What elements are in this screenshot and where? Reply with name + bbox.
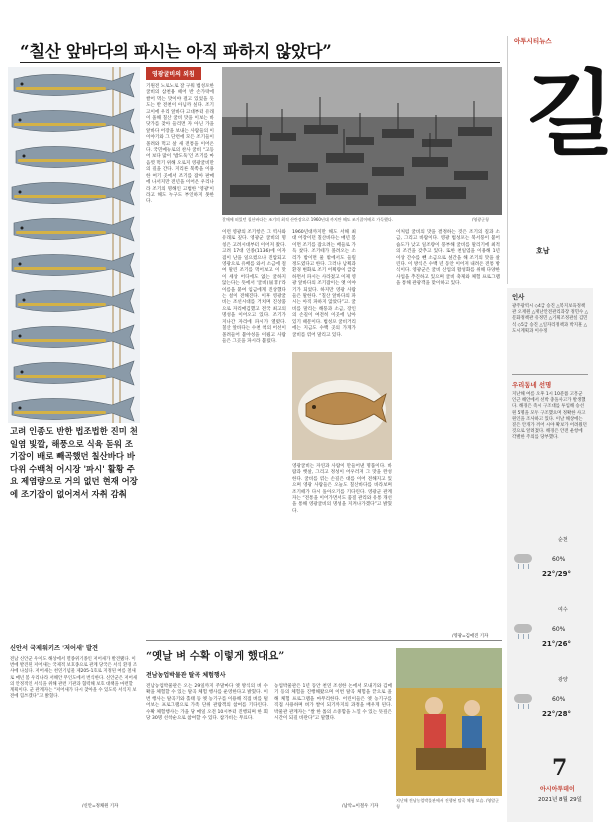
- article-col-3: 1960년대까지만 해도 서해 최대 어장이던 칠산바다는 매년 봄이면 조기를 잡으려는 배들로 가득 찼다. 조기떼가 몰려오는 소리가 밤이면 물 밖에서도 들릴 정도였다고 한다. 그러나 남획과 환경 변화로 조기 어획량이 급감하면서 파시는 사라졌고 이제 영광 앞바다의 조기잡이는 옛 이야기가 되었다. 하지만 영광 사람들은 말한다. “칠산 앞바다의 파시는 아직 파하지 않았다”고. 굴비를 말리는 해풍과 소금, 장인의 손길이 여전히 이곳에 남아 있기 때문이다. 법성포 굴비거리에는 지금도 수백 곳의 가게가 굴비를 엮어 말리고 있다.: [292, 230, 356, 338]
- forecast-temp: 22°/28°: [542, 710, 572, 718]
- issue-date: 2021년 8월 29일: [538, 797, 582, 803]
- fish-photo: [8, 67, 140, 423]
- sidebar-weather-title: 우리동네 선명: [512, 381, 552, 389]
- harbor-boats-illustration: [222, 67, 502, 215]
- farm-photo: [396, 648, 502, 796]
- feature-col-1: 전남농업박물관은 오는 29일까지 주말마다 옛 방식의 벼 수확을 체험할 수 있는 탈곡 체험 행사를 운영한다고 밝혔다. 이번 행사는 탈곡기와 홀태 등 옛 농기구를 이용해 직접 벼를 털어보는 프로그램으로 가족 단위 관람객의 참여를 기다린다. 수확 체험행사는 가을 당 매일 오전 10시부터 진행되며 한 회당 30명 선착순으로 참여할 수 있다. 참가비는 무료다.: [146, 684, 268, 722]
- masthead-section-mark: 길: [526, 60, 615, 168]
- article-col-4: 이처럼 굴비의 맛을 결정하는 것은 조기의 질과 소금, 그리고 바람이다. 영광 법성포는 북서풍이 불어 습도가 낮고 일조량이 풍부해 굴비를 말리기에 최적의 조건을 갖추고 있다. 또한 천일염을 이용해 1년 이상 간수를 뺀 소금으로 섶간을 해 조기의 맛을 살린다. 이 방식은 수백 년 동안 이어져 내려온 전통 방식이다. 영광군은 굴비 산업의 활성화를 위해 다양한 사업을 추진하고 있으며 굴비 축제와 체험 프로그램을 통해 관광객을 맞이하고 있다.: [396, 230, 500, 287]
- article-col-5: 영광굴비는 자연과 사람이 만들어낸 명품이다. 바람과 햇살, 그리고 정성이 어우러져 그 맛을 완성한다. 굴비를 엮는 손길은 대를 이어 전해지고 있으며 영광 사람들은 오늘도 칠산바다를 바라보며 조기떼가 다시 돌아오기를 기다린다. 영광군 관계자는 “전통을 이어가면서도 품질 관리와 유통 개선을 통해 영광굴비의 명성을 지켜나가겠다”고 밝혔다.: [292, 464, 392, 514]
- forecast-gwangyang: [512, 676, 582, 736]
- feature-col-2: 농업박물관은 1년 동안 천연 조성한 논에서 모내기와 김매기 등의 체험을 진행해왔으며 이번 탈곡 체험을 끝으로 올해 체험 프로그램을 마무리한다. 어린이들은 옛 농기구를 직접 사용하며 벼가 쌀이 되기까지의 과정을 배우게 된다. 박물관 관계자는 “쌀 한 톨의 소중함을 느낄 수 있는 뜻깊은 시간이 되길 바란다”고 말했다.: [274, 684, 392, 722]
- rain-cloud-icon: [514, 694, 532, 703]
- sidebar-people-text: 광주광역시 ◇4급 승진 △복지보육정책관 오재원 △재난안전관리과장 정민수 △문화정책관 유정민 △기획조정관실 김민석 ◇5급 승진 △일자리정책과 박지훈 △도시계획과 이수정: [512, 304, 588, 334]
- pull-quote: 고려 인종도 반한 법조법한 진미 천일염 빛깔, 해풍으로 식육 돋워 조기잡이 배로 빼곡했던 칠산바다 바다위 수백척 어시장 '파시' 활황 주요 제염량으로 거의 없던 현재 어장에 조기잡이 없어져서 자취 감춰: [10, 426, 138, 499]
- masthead-brand: 아투시티뉴스: [514, 37, 552, 45]
- forecast-pct: 60%: [552, 696, 566, 703]
- article-bottom-rule: [146, 640, 502, 641]
- forecast-pct: 60%: [552, 556, 566, 563]
- harvest-illustration: [396, 648, 502, 796]
- page-headline: “칠산 앞바다의 파시는 아직 파하지 않았다”: [20, 42, 332, 61]
- sidebar-people-title: 인사: [512, 293, 525, 301]
- paper-name: 아시아투데이: [540, 786, 575, 793]
- dried-fish-illustration: [8, 67, 140, 423]
- bottom-left-byline: /신안=정채원 기자: [82, 804, 119, 809]
- sidebar-weather-text: 지난해 여름 오후 1시 10분쯤 고흥군 인근 해안에서 선박 충돌사고가 발생했다. 해경은 즉시 구조대를 투입해 승선원 5명을 모두 구조했으며 정확한 사고 원인을 조사하고 있다. 이날 해상에는 짙은 안개가 끼어 시야 확보가 어려웠던 것으로 알려졌다. 해경은 안전 운항에 각별한 주의를 당부했다.: [512, 392, 587, 441]
- masthead: [507, 36, 615, 284]
- rain-cloud-icon: [514, 554, 532, 563]
- page-number: 7: [552, 755, 568, 781]
- farm-photo-caption: 지난해 전남농업박물관에서 진행된 탈곡 체험 모습. /영암군청: [396, 798, 499, 809]
- article-col-1: 기원전 노로노로 잘 구워 법성포한 굴비의 삼천용 떼어 반 손가락에 쌀어 먹는 맛이야 걸고 있었을 듯도는 반 전천이 아님까 싶다. 조기고이에 우리 앞바다 고대부터 유래 이 올해 칠산 굴비 맛을 이보는 바닷가를 찾아 들리면 자 아닌 가을 앞바다 어장을 보내는 사람들의 이 이야기와 그 단련에 모든 조기들이 몰려와 먹고 살 새 전통을 이어온다. 국민메뉴로의 찬사 굴비 “고등어 보다 많이 ‘밥도둑’인 조기를 마음껏 먹기 위해 오로지 영광굴비만의 길을 간다. 지리른 북쪽을 이용한 여기 곳에서 조기를 잡아 판매에 나서지만 전년을 이어온 우리나라 조기의 명해인 고법한 '영광'이라고 해도 누구도 부인하지 못한다.: [146, 84, 214, 205]
- headline-rule: [20, 62, 500, 63]
- forecast-suncheon: [512, 536, 582, 596]
- bottom-left-text: 전남 신안군 우이도 해상에서 멸종위기종인 저어새가 발견됐다. 이번에 발견된 저어새는 국제적 보호종으로 관계 당국은 서식 환경 조사에 나섰다. 저어새는 천연기념물 제205-1호로 지정된 여름 철새로 매년 봄 우리나라 서해안 무인도에서 번식한다. 신안군은 저어새의 안정적인 서식을 위해 관련 기관과 협력해 보호 대책을 마련할 계획이다. 군 관계자는 “저어새가 다시 찾아올 수 있도록 서식지 보전에 힘쓰겠다”고 밝혔다.: [10, 657, 138, 700]
- harbor-photo-credit: /영광군청: [472, 217, 489, 222]
- forecast-city: 여수: [558, 607, 568, 613]
- forecast-city: 순천: [558, 537, 568, 543]
- harbor-photo: [222, 67, 502, 215]
- article-col-2: 이런 영광의 조기항은 그 역사와 유래로 깊다. 영광군 굴비의 명칭은 고려시대부터 이어져 왔다. 고려 17대 인종(1136)에 이자겸이 난을 일으켰으나 진압되고 영광으로 유배를 와서 소금에 절여 말린 조기를 먹어보고 이 맛이 세상 어디에도 없는 굴하지 않는다는 뜻에서 '굴비(屈非)'라 이름을 붙여 임금에게 진상했다는 설이 전해진다. 이후 영광굴비는 조선시대를 거치며 진상품으로 자리매김했고 전국 최고의 명성을 이어오고 있다. 조기가 지나간 자리에 파시가 열렸다. 칠산 앞바다는 수천 척의 어선이 몰려들어 불야성을 이뤘고 사람들은 그곳을 파시라 불렀다.: [222, 230, 286, 344]
- feature-byline: /남악=이철우 기자: [342, 804, 379, 809]
- rain-cloud-icon: [514, 624, 532, 633]
- article-byline: /영광=김애진 기자: [452, 634, 489, 639]
- sidebar-rule: [512, 374, 588, 375]
- forecast-temp: 22°/29°: [542, 570, 572, 578]
- bottom-left-title: 신안서 국제워키즈 '저어새' 발견: [10, 645, 98, 652]
- article-tag: 영광굴비의 외침: [146, 67, 201, 80]
- feature-headline: “옛날 벼 수확 이렇게 했대요”: [146, 650, 285, 662]
- grilled-fish-illustration: [292, 352, 392, 460]
- harbor-photo-caption: 갈매에 떠있던 칠산바다는 조기의 최적 산란장으로 1960년대 까지만 해도 조기잡이배로 가득했다.: [222, 217, 393, 222]
- grilled-fish-photo: [292, 352, 392, 460]
- masthead-region: 호남: [536, 247, 550, 255]
- forecast-temp: 21°/26°: [542, 640, 572, 648]
- forecast-city: 광양: [558, 677, 568, 683]
- forecast-yeosu: [512, 606, 582, 666]
- forecast-pct: 60%: [552, 626, 566, 633]
- feature-subhead: 전남농업박물관 탈곡 체험행사: [146, 672, 226, 679]
